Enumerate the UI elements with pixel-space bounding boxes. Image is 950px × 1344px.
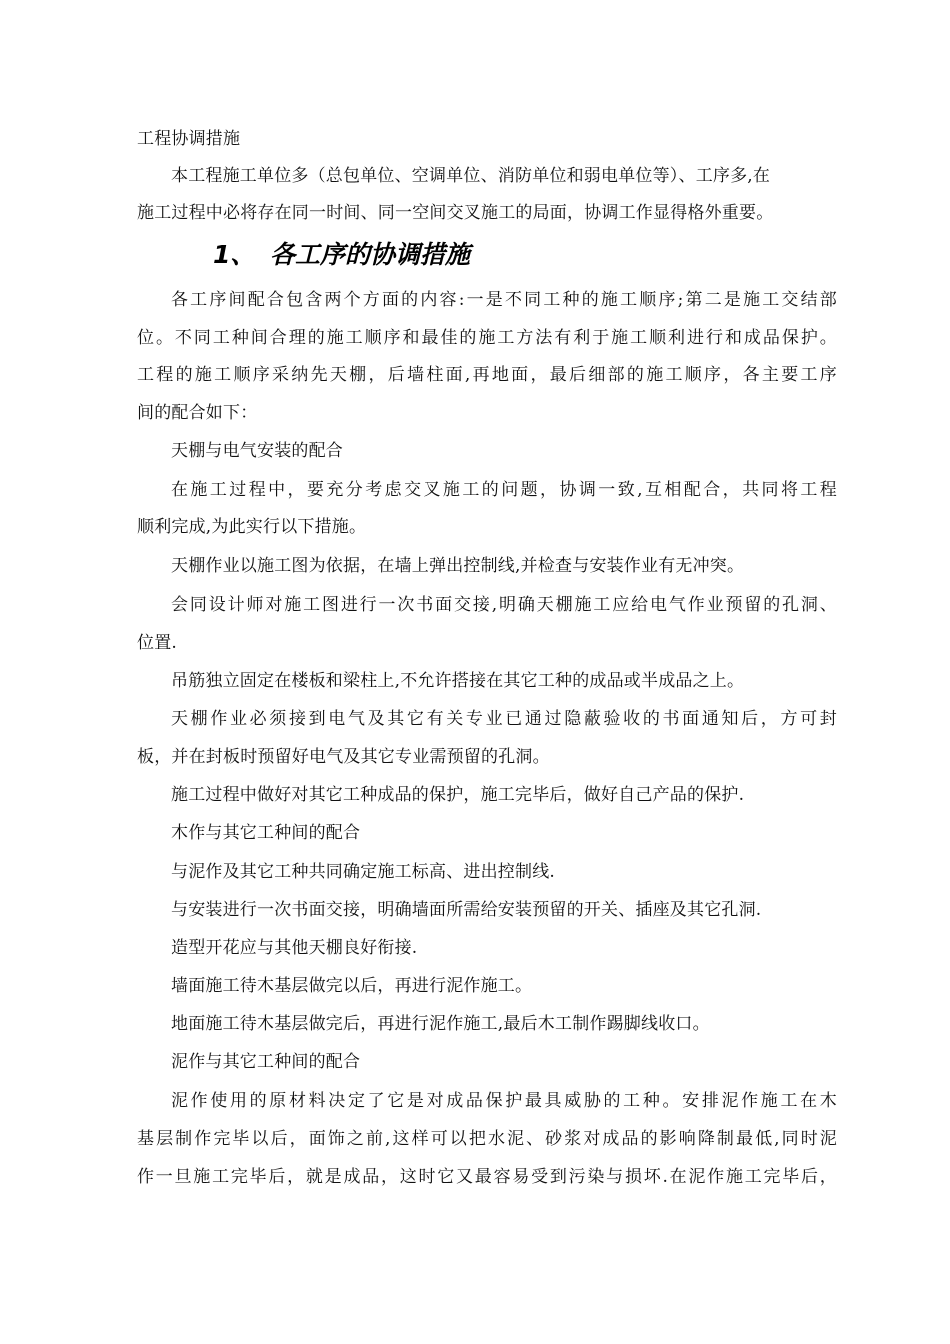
intro-line-2: 施工过程中必将存在同一时间、同一空间交叉施工的局面，协调工作显得格外重要。 — [137, 203, 774, 223]
sub3-line-1: 泥作使用的原材料决定了它是对成品保护最具威胁的工种。安排泥作施工在木 — [171, 1091, 837, 1111]
sub1-p1-line-1: 在施工过程中，要充分考虑交叉施工的问题，协调一致,互相配合，共同将工程 — [171, 480, 837, 500]
para1-line-3: 工程的施工顺序采纳先天棚，后墙柱面,再地面，最后细部的施工顺序，各主要工序 — [137, 365, 837, 385]
sub2-item-2: 与安装进行一次书面交接，明确墙面所需给安装预留的开关、插座及其它孔洞. — [171, 900, 762, 920]
sub3-line-3: 作一旦施工完毕后，就是成品，这时它又最容易受到污染与损坏.在泥作施工完毕后， — [137, 1167, 837, 1187]
sub1-p5-line-1: 天棚作业必须接到电气及其它有关专业已通过隐蔽验收的书面通知后，方可封 — [171, 709, 837, 729]
section-heading — [213, 240, 470, 270]
document-title: 工程协调措施 — [137, 129, 241, 149]
sub1-p4: 吊筋独立固定在楼板和梁柱上,不允许搭接在其它工种的成品或半成品之上。 — [171, 671, 745, 691]
sub2-item-1: 与泥作及其它工种共同确定施工标高、进出控制线. — [171, 862, 556, 882]
para1-line-1: 各工序间配合包含两个方面的内容:一是不同工种的施工顺序;第二是施工交结部 — [171, 290, 837, 310]
section-heading-text: 各工序的协调措施 — [270, 240, 471, 269]
section-heading-number: 1、 — [213, 240, 256, 269]
subsection-title-ceiling-electrical: 天棚与电气安装的配合 — [171, 441, 343, 461]
sub1-p2: 天棚作业以施工图为依据，在墙上弹出控制线,并检查与安装作业有无冲突。 — [171, 556, 745, 576]
sub2-item-4: 墙面施工待木基层做完以后，再进行泥作施工。 — [171, 976, 533, 996]
subsection-title-woodwork: 木作与其它工种间的配合 — [171, 823, 361, 843]
sub1-p6: 施工过程中做好对其它工种成品的保护，施工完毕后，做好自己产品的保护. — [171, 785, 745, 805]
sub2-item-3: 造型开花应与其他天棚良好衔接. — [171, 938, 418, 958]
para1-line-4: 间的配合如下： — [137, 403, 258, 423]
sub1-p3-line-1: 会同设计师对施工图进行一次书面交接,明确天棚施工应给电气作业预留的孔洞、 — [171, 595, 837, 615]
intro-line-1: 本工程施工单位多（总包单位、空调单位、消防单位和弱电单位等）、工序多,在 — [171, 166, 771, 186]
sub1-p5-line-2: 板，并在封板时预留好电气及其它专业需预留的孔洞。 — [137, 747, 550, 767]
sub3-line-2: 基层制作完毕以后，面饰之前,这样可以把水泥、砂浆对成品的影响降制最低,同时泥 — [137, 1129, 837, 1149]
sub1-p1-line-2: 顺利完成,为此实行以下措施。 — [137, 517, 367, 537]
sub1-p3-line-2: 位置. — [137, 633, 178, 653]
subsection-title-masonry: 泥作与其它工种间的配合 — [171, 1052, 361, 1072]
sub2-item-5: 地面施工待木基层做完后，再进行泥作施工,最后木工制作踢脚线收口。 — [171, 1014, 710, 1034]
para1-line-2: 位。不同工种间合理的施工顺序和最佳的施工方法有利于施工顺利进行和成品保护。 — [137, 328, 837, 348]
